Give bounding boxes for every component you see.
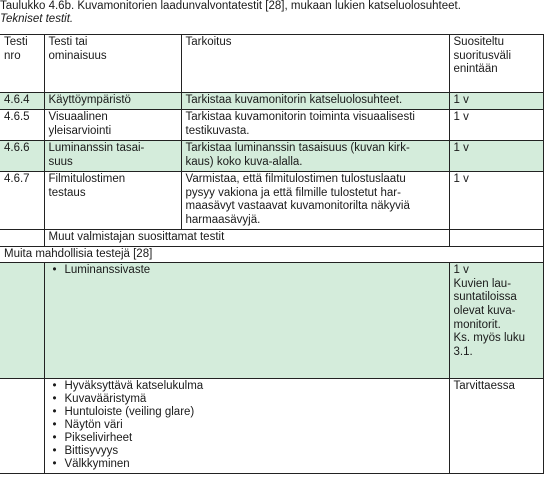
- test-number-cell: 4.6.5: [0, 110, 44, 141]
- list-item-label: Välkkyminen: [64, 458, 130, 471]
- qc-tests-table: [0, 34, 544, 474]
- list-item-label: Kuvavääristymä: [64, 393, 147, 406]
- bullet-icon: •: [52, 458, 57, 471]
- other-tests-cell: [44, 379, 449, 474]
- list-item: [53, 264, 445, 277]
- purpose-cell: Varmistaa, että filmitulostimen tulostuslaatu pysyy vakiona ja että filmille tulostetut har- maasävyt vastaavat kuvamonitorilta näkyviä harmaasävyjä.: [181, 172, 449, 230]
- interval-cell: 1 v: [449, 93, 543, 110]
- bullet-icon: •: [52, 380, 57, 393]
- table-row: [0, 93, 543, 110]
- test-number-cell: 4.6.7: [0, 172, 44, 230]
- empty-cell: [0, 263, 44, 379]
- test-number-cell: 4.6.4: [0, 93, 44, 110]
- list-item: [53, 380, 445, 393]
- purpose-cell: Tarkistaa kuvamonitorin toiminta visuaalisesti testikuvasta.: [181, 110, 449, 141]
- list-item: [53, 393, 445, 406]
- list-item: [53, 432, 445, 445]
- table-row: [0, 110, 543, 141]
- bullet-icon: •: [52, 393, 57, 406]
- luminance-cell: [44, 263, 449, 379]
- table-row: [0, 230, 543, 247]
- empty-cell: [0, 230, 44, 247]
- table-header-row: [0, 35, 543, 93]
- caption-subtitle: Tekniset testit.: [0, 13, 74, 25]
- interval-cell: 1 v: [449, 141, 543, 172]
- bullet-icon: •: [52, 406, 57, 419]
- list-item: [53, 419, 445, 432]
- bullet-icon: •: [52, 445, 57, 458]
- caption-title: Taulukko 4.6b. Kuvamonitorien laadunvalvontatestit [28], mukaan lukien katseluolosuhteet.: [0, 0, 461, 12]
- list-item: [53, 445, 445, 458]
- bullet-icon: •: [52, 432, 57, 445]
- interval-cell: 1 v Kuvien lau- suntatiloissa olevat kuva- monitorit. Ks. myös luku 3.1.: [449, 263, 543, 379]
- test-number-cell: 4.6.6: [0, 141, 44, 172]
- other-manufacturer-tests-cell: Muut valmistajan suosittamat testit: [44, 230, 449, 247]
- header-test-property: Testi tai ominaisuus: [44, 35, 181, 93]
- other-tests-list: [49, 380, 445, 471]
- list-item: [53, 406, 445, 419]
- empty-cell: [0, 379, 44, 474]
- bullet-icon: •: [52, 419, 57, 432]
- table-row: [0, 263, 543, 379]
- table-row: [0, 379, 543, 474]
- section-row: [0, 246, 543, 263]
- test-name-cell: Luminanssin tasai- suus: [44, 141, 181, 172]
- bullet-icon: •: [52, 264, 57, 277]
- empty-cell: [449, 230, 543, 247]
- test-name-cell: Käyttöympäristö: [44, 93, 181, 110]
- purpose-cell: Tarkistaa kuvamonitorin katseluolosuhteet.: [181, 93, 449, 110]
- header-test-number: Testi nro: [0, 35, 44, 93]
- list-item-label: Bittisyvyys: [64, 445, 119, 458]
- interval-cell: 1 v: [449, 110, 543, 141]
- table-row: [0, 172, 543, 230]
- list-item-label: Pikselivirheet: [64, 432, 133, 445]
- header-purpose: Tarkoitus: [181, 35, 449, 93]
- table-caption: [0, 0, 552, 26]
- interval-cell: Tarvittaessa: [449, 379, 543, 474]
- list-item-label: Luminanssivaste: [64, 264, 151, 277]
- list-item-label: Huntuloiste (veiling glare): [64, 406, 195, 419]
- test-name-cell: Filmitulostimen testaus: [44, 172, 181, 230]
- list-item: [53, 458, 445, 471]
- header-interval: Suositeltu suoritusväli enintään: [449, 35, 543, 93]
- list-item-label: Näytön väri: [64, 419, 123, 432]
- section-title: Muita mahdollisia testejä [28]: [0, 246, 543, 263]
- table-row: [0, 141, 543, 172]
- test-name-cell: Visuaalinen yleisarviointi: [44, 110, 181, 141]
- purpose-cell: Tarkistaa luminanssin tasaisuus (kuvan kirk- kaus) koko kuva-alalla.: [181, 141, 449, 172]
- list-item-label: Hyväksyttävä katselukulma: [64, 380, 204, 393]
- interval-cell: 1 v: [449, 172, 543, 230]
